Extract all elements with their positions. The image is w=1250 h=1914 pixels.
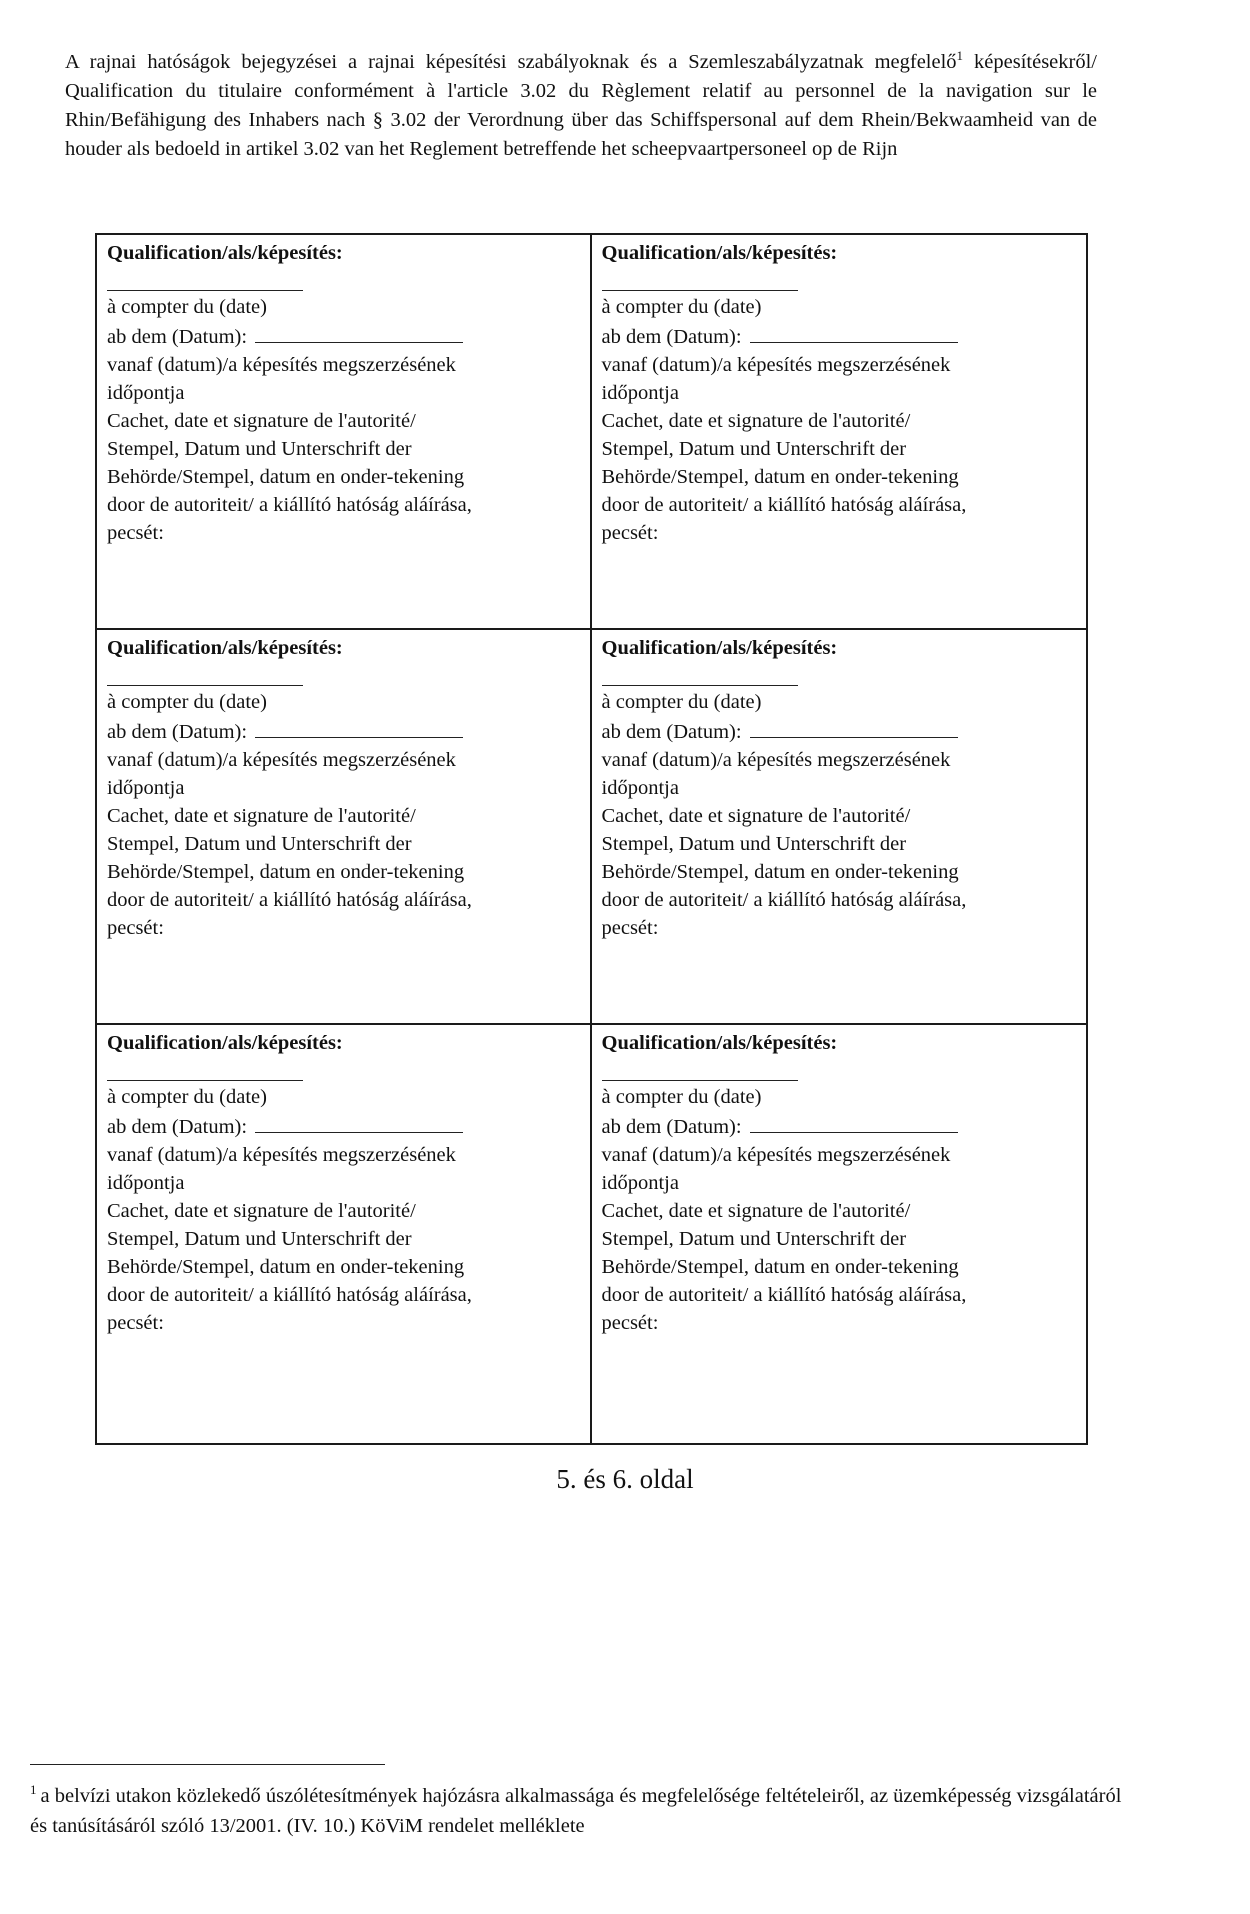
date-label: ab dem (Datum): xyxy=(107,326,248,348)
signature-label-nl: Behörde/Stempel, datum en onder-tekening xyxy=(107,1256,465,1278)
qualification-title: Qualification/als/képesítés: xyxy=(601,637,838,659)
page-number: 5. és 6. oldal xyxy=(556,1464,694,1494)
date-label-hu: vanaf (datum)/a képesítés megszerzésének xyxy=(601,749,951,771)
signature-label-nl: Behörde/Stempel, datum en onder-tekening xyxy=(107,861,465,883)
date-blank xyxy=(750,716,958,738)
from-date-label: à compter du (date) xyxy=(107,1086,267,1108)
signature-label-hu: door de autoriteit/ a kiállító hatóság aláírása, xyxy=(601,1284,967,1306)
signature-label-de: Stempel, Datum und Unterschrift der xyxy=(601,833,907,855)
date-blank xyxy=(750,1111,958,1133)
signature-label-hu: door de autoriteit/ a kiállító hatóság aláírása, xyxy=(107,494,472,516)
qualification-cell-1 xyxy=(97,235,592,630)
qualification-title: Qualification/als/képesítés: xyxy=(107,637,343,659)
stamp-label: pecsét: xyxy=(107,1312,164,1334)
signature-label-hu: door de autoriteit/ a kiállító hatóság aláírása, xyxy=(601,494,967,516)
signature-label-hu: door de autoriteit/ a kiállító hatóság aláírása, xyxy=(601,889,967,911)
qualification-blank xyxy=(602,267,798,291)
date-field-row xyxy=(107,321,580,351)
date-label-hu-cont: időpontja xyxy=(107,382,185,404)
qualification-title: Qualification/als/képesítés: xyxy=(601,242,838,264)
signature-label: Cachet, date et signature de l'autorité/ xyxy=(107,410,416,432)
intro-paragraph xyxy=(65,48,1097,164)
date-label-hu: vanaf (datum)/a képesítés megszerzésének xyxy=(601,354,951,376)
signature-label: Cachet, date et signature de l'autorité/ xyxy=(107,805,416,827)
qualification-cell-4 xyxy=(592,630,1087,1025)
date-label-hu: vanaf (datum)/a képesítés megszerzésének xyxy=(601,1144,951,1166)
qualification-cell-6 xyxy=(592,1025,1087,1443)
date-blank xyxy=(750,321,958,343)
date-label: ab dem (Datum): xyxy=(601,1116,742,1138)
stamp-label: pecsét: xyxy=(601,917,659,939)
date-label: ab dem (Datum): xyxy=(107,1116,248,1138)
footnote xyxy=(30,1781,1130,1841)
date-label-hu-cont: időpontja xyxy=(601,382,679,404)
signature-label-nl: Behörde/Stempel, datum en onder-tekening xyxy=(601,861,959,883)
date-field-row xyxy=(602,716,1077,746)
date-blank xyxy=(255,1111,463,1133)
date-blank xyxy=(255,716,463,738)
date-blank xyxy=(255,321,463,343)
signature-label: Cachet, date et signature de l'autorité/ xyxy=(601,1200,911,1222)
from-date-label: à compter du (date) xyxy=(601,691,762,713)
date-field-row xyxy=(602,321,1077,351)
date-field-row xyxy=(602,1111,1077,1141)
qualification-grid xyxy=(95,233,1088,1445)
date-field-row xyxy=(107,716,580,746)
intro-footnote-mark: 1 xyxy=(956,48,964,63)
from-date-label: à compter du (date) xyxy=(601,1086,762,1108)
date-label: ab dem (Datum): xyxy=(601,326,742,348)
qualification-blank xyxy=(107,662,303,686)
date-label-hu: vanaf (datum)/a képesítés megszerzésének xyxy=(107,749,456,771)
signature-label-nl: Behörde/Stempel, datum en onder-tekening xyxy=(601,466,959,488)
intro-text: A rajnai hatóságok bejegyzései a rajnai képesítési szabályoknak és a Szemleszabályzatnak megfelelő xyxy=(65,51,957,73)
stamp-label: pecsét: xyxy=(107,917,164,939)
signature-label: Cachet, date et signature de l'autorité/ xyxy=(107,1200,416,1222)
qualification-cell-3 xyxy=(97,630,592,1025)
stamp-label: pecsét: xyxy=(107,522,164,544)
date-label-hu-cont: időpontja xyxy=(107,777,185,799)
date-label: ab dem (Datum): xyxy=(107,721,248,743)
date-label-hu-cont: időpontja xyxy=(107,1172,185,1194)
signature-label: Cachet, date et signature de l'autorité/ xyxy=(601,805,911,827)
footnote-divider xyxy=(30,1764,385,1765)
signature-label-nl: Behörde/Stempel, datum en onder-tekening xyxy=(601,1256,959,1278)
date-label-hu: vanaf (datum)/a képesítés megszerzésének xyxy=(107,1144,456,1166)
footnote-mark: 1 xyxy=(30,1782,37,1797)
signature-label-hu: door de autoriteit/ a kiállító hatóság aláírása, xyxy=(107,889,472,911)
date-field-row xyxy=(107,1111,580,1141)
qualification-blank xyxy=(107,1057,303,1081)
signature-label-de: Stempel, Datum und Unterschrift der xyxy=(107,833,412,855)
from-date-label: à compter du (date) xyxy=(107,691,267,713)
signature-label-de: Stempel, Datum und Unterschrift der xyxy=(601,1228,907,1250)
signature-label-nl: Behörde/Stempel, datum en onder-tekening xyxy=(107,466,465,488)
signature-label: Cachet, date et signature de l'autorité/ xyxy=(601,410,911,432)
from-date-label: à compter du (date) xyxy=(107,296,267,318)
qualification-blank xyxy=(602,1057,798,1081)
intro-text-continued: képesítésekről/ Qualification du titulaire conformément à l'article 3.02 du Règlement relatif au personnel de la navigation sur le Rhin/Befähigung des Inhabers nach § 3.02 der Verordnung über das Schiffspersonal auf dem Rhein/Bekwaamheid van de houder als bedoeld in artikel 3.02 van het Reglement betreffende het scheepvaartpersoneel op de Rijn xyxy=(65,51,1097,160)
qualification-title: Qualification/als/képesítés: xyxy=(601,1032,838,1054)
date-label-hu-cont: időpontja xyxy=(601,1172,679,1194)
signature-label-de: Stempel, Datum und Unterschrift der xyxy=(601,438,907,460)
signature-label-de: Stempel, Datum und Unterschrift der xyxy=(107,438,412,460)
date-label-hu: vanaf (datum)/a képesítés megszerzésének xyxy=(107,354,456,376)
date-label: ab dem (Datum): xyxy=(601,721,742,743)
qualification-blank xyxy=(107,267,303,291)
qualification-cell-5 xyxy=(97,1025,592,1443)
stamp-label: pecsét: xyxy=(601,522,659,544)
qualification-blank xyxy=(602,662,798,686)
signature-label-de: Stempel, Datum und Unterschrift der xyxy=(107,1228,412,1250)
from-date-label: à compter du (date) xyxy=(601,296,762,318)
qualification-cell-2 xyxy=(592,235,1087,630)
date-label-hu-cont: időpontja xyxy=(601,777,679,799)
stamp-label: pecsét: xyxy=(601,1312,659,1334)
footnote-text: a belvízi utakon közlekedő úszólétesítmények hajózásra alkalmassága és megfelelősége feltételeiről, az üzemképesség vizsgálatáról és tanúsításáról szóló 13/2001. (IV. 10.) KöViM rendelet melléklete xyxy=(30,1785,1122,1837)
signature-label-hu: door de autoriteit/ a kiállító hatóság aláírása, xyxy=(107,1284,472,1306)
qualification-title: Qualification/als/képesítés: xyxy=(107,1032,343,1054)
qualification-title: Qualification/als/képesítés: xyxy=(107,242,343,264)
